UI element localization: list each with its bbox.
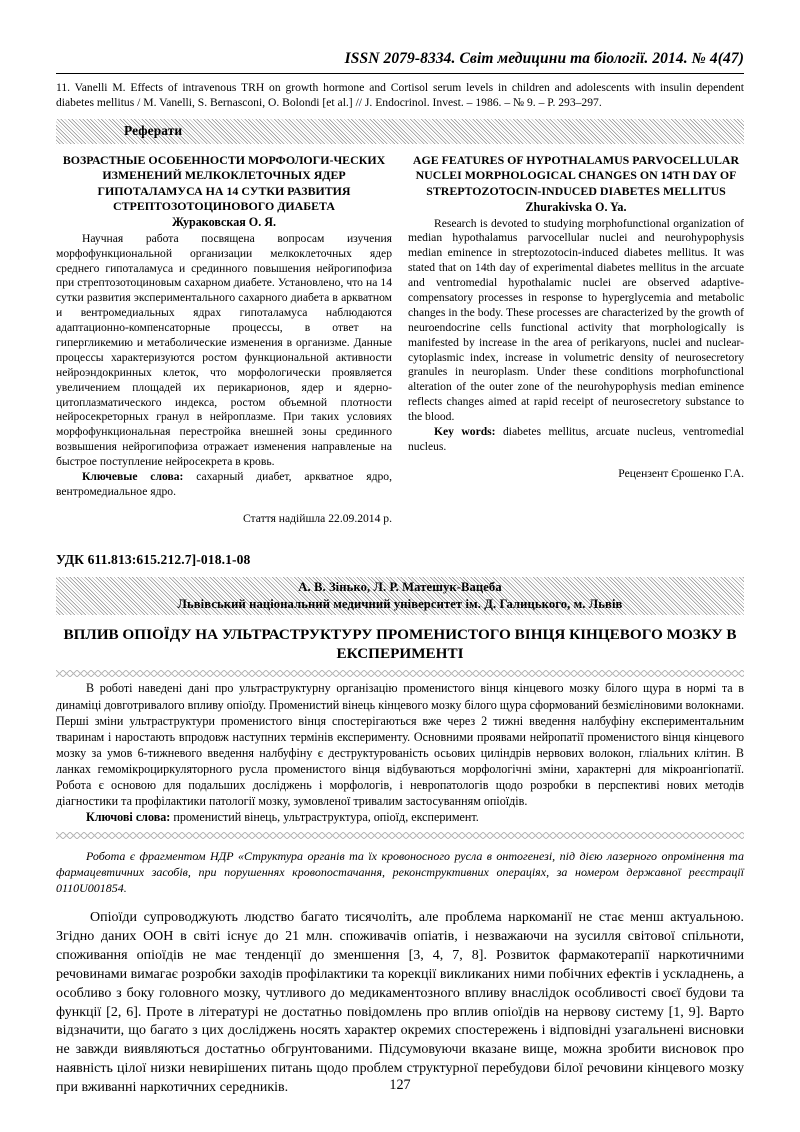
introduction-paragraph: Опіоїди супроводжують людство багато тисячоліть, але проблема наркоманії не стає менш актуальною. Згідно даних ООН в світі існує до 21 млн. споживачів опіатів, і незважаючи на зусилля світової спільноти, споживання опіоїдів не має тенденції до зменшення [3, 4, 7, 8]. Розвиток фармакотерапії наркотичними речовинами вимагає розробки заходів профілактики та корекції викликаних ними побічних ефектів і ускладнень, а особливо з боку головного мозку, чутливого до медикаментозного впливу внаслідок особливості своєї будови та функції [2, 6]. Проте в літературі не достатньо повідомлень про вплив опіоїдів на нервову систему [1, 9]. Варто відзначити, що багато з цих досліджень носять характер окремих спостережень і відповідні узагальнені висновки не завжди виявляються достатньо обгрунтованими. Підсумовуючи вказане вище, можна зробити висновок про наявність цілої низки невирішених питань щодо проблем структурної перебудови білої речовини кінцевого мозку при вживанні наркотичних середників.: [56, 910, 744, 1095]
abstract-keywords-text-ru: сахарный диабет, аркватное ядро, вентромедиальное ядро.: [56, 470, 392, 498]
abstract-body-ru: Научная работа посвящена вопросам изучения морфофункциональной организации мелкоклеточных ядер среднего гипоталамуса и срединного повышения нейрогипофиза при стрептозотоциновым сахарном диабете. Установлено, что на 14 сутки развития экспериментального сахарного диабета в аркватном и вентромедиальных ядрах гипоталамуса наблюдаются адаптационно-компенсаторные процессы, в ответ на гипергликемию и метаболические изменения в организме. Данные процессы характеризуются ростом функциональной активности нейроэндокринных клеток, что морфологически проявляется увеличением площадей их перикарионов, ядер и ядерно-цитоплазматического индекса, ростом объемной плотности нейросекреторных гранул в нейроплазме. При таких условиях морфофункциональная перестройка внешней зоны срединного возвышения нейрогипофиза отражает изменения направленые на быстрое поступление нейросекрета в кровь.: [56, 231, 392, 469]
zigzag-divider-bottom: [56, 832, 744, 839]
page-number: 127: [389, 1077, 411, 1093]
article-title: ВПЛИВ ОПІОЇДУ НА УЛЬТРАСТРУКТУРУ ПРОМЕНИСТОГО ВІНЦЯ КІНЦЕВОГО МОЗКУ В ЕКСПЕРИМЕНТІ: [63, 626, 737, 662]
abstract-author-en: Zhurakivska O. Ya.: [525, 199, 627, 214]
article-summary: В роботі наведені дані про ультраструктурну організацію променистого вінця кінцевого мозку білого щура в нормі та в динаміці довготривалого впливу опіоїду. Променистий вінець кінцевого мозку білого щура сформований безмієліновими волокнами. Перші зміни ультраструктури променистого вінця спостерігаються вже через 2 тижні введення налбуфіну експериментальним тваринам і наростають впродовж наступних термінів експерименту. Основними проявами нейропатії променистого вінця кінцевого мозку за умов 6-тижневого введення налбуфіну є деструктурованість осьових циліндрів нервових волокон, гліальних клітин. В ланках гемомікроциркуляторного русла променистого вінця відбуваються морфологічні зміни, характерні для мікроангіопатії. Робота є основою для подальших досліджень і морфологів, і невропатологів щодо розробки в перспективі нових методів діагностики та профілактики патології мозку, зумовленої тривалим застосуванням опіоїдів.: [56, 681, 744, 808]
previous-article-reference: 11. Vanelli M. Effects of intravenous TRH on growth hormone and Cortisol serum levels in children and adolescents with insulin dependent diabetes mellitus / M. Vanelli, S. Bernasconi, O. Bolondi [et al.] // J. Endocrinol. Invest. – 1986. – № 9. – P. 293–297.: [56, 81, 744, 110]
abstract-author-ru: Жураковская О. Я.: [171, 215, 277, 230]
abstract-footer-ru: Стаття надійшла 22.09.2014 р.: [242, 511, 392, 525]
abstract-title-en: AGE FEATURES OF HYPOTHALAMUS PARVOCELLULAR NUCLEI MORPHOLOGICAL CHANGES ON 14TH DAY OF STREPTOZOTOCIN-INDUCED DIABETES MELLITUS: [412, 153, 740, 198]
abstracts-section-label: Реферати: [124, 123, 183, 139]
abstract-keywords-label-ru: Ключевые слова:: [82, 470, 184, 484]
abstract-columns: [56, 153, 744, 526]
abstract-keywords-ru: [56, 470, 392, 500]
abstract-column-russian: [56, 153, 392, 526]
abstract-keywords-label-en: Key words:: [434, 425, 496, 439]
article-author-band: [56, 577, 744, 615]
abstracts-section-band: [56, 119, 744, 144]
abstract-footer-en: Рецензент Єрошенко Г.А.: [618, 466, 744, 480]
udc-code: УДК 611.813:615.212.7]-018.1-08: [56, 551, 251, 567]
abstract-keywords-en: [408, 425, 744, 455]
article-keywords: [56, 809, 744, 825]
running-head: ISSN 2079-8334. Світ медицини та біології. 2014. № 4(47): [344, 50, 744, 67]
abstract-body-en: Research is devoted to studying morphofunctional organization of median hypothalamus parvocellular nuclei and neurohypophysis median eminence in streptozotocin-induced diabetes mellitus. It was stated that on 14th day of experimental diabetes mellitus in the arcuate and ventromedial hypothalamic nuclei are observed adaptive-compensatory processes in response to hyperglycemia and metabolic changes in the body. These processes are characterized by the growth of neuroendocrine cells functional activity that morphologically is manifested by increase in the area of perikaryons, nuclei and nuclear-cytoplasmic index, increase in volumetric density of neurosecretory granules in neuroplasm. Under these conditions morphofunctional alteration of the outer zone of the neurohypophysis median eminence reflects changes aimed at rapid receipt of neurosecretory substance to the blood.: [408, 216, 744, 424]
article-affiliation: Львівський національний медичний університет ім. Д. Галицького, м. Львів: [177, 596, 623, 611]
article-authors: А. В. Зінько, Л. Р. Матешук-Вацеба: [298, 579, 502, 594]
abstract-column-english: [408, 153, 744, 526]
abstract-title-ru: ВОЗРАСТНЫЕ ОСОБЕННОСТИ МОРФОЛОГИ-ЧЕСКИХ ИЗМЕНЕНИЙ МЕЛКОКЛЕТОЧНЫХ ЯДЕР ГИПОТАЛАМУСА НА 14 СУТКИ РАЗВИТИЯ СТРЕПТОЗОТОЦИНОВОГО ДИАБЕТА: [62, 153, 386, 213]
zigzag-divider-top: [56, 670, 744, 677]
article-keywords-label: Ключові слова:: [86, 810, 171, 825]
abstract-keywords-text-en: diabetes mellitus, arcuate nucleus, ventromedial nucleus.: [408, 425, 744, 453]
funding-note: Робота є фрагментом НДР «Структура органів та їх кровоносного русла в онтогенезі, під дією лазерного опромінення та фармацевтичних засобів, при порушеннях кровопостачання, реконструктивних операціях, за номером державної реєстрації 0110U001854.: [56, 849, 744, 896]
header-rule: [56, 73, 744, 74]
article-keywords-text: променистий вінець, ультраструктура, опіоїд, експеримент.: [170, 810, 479, 825]
